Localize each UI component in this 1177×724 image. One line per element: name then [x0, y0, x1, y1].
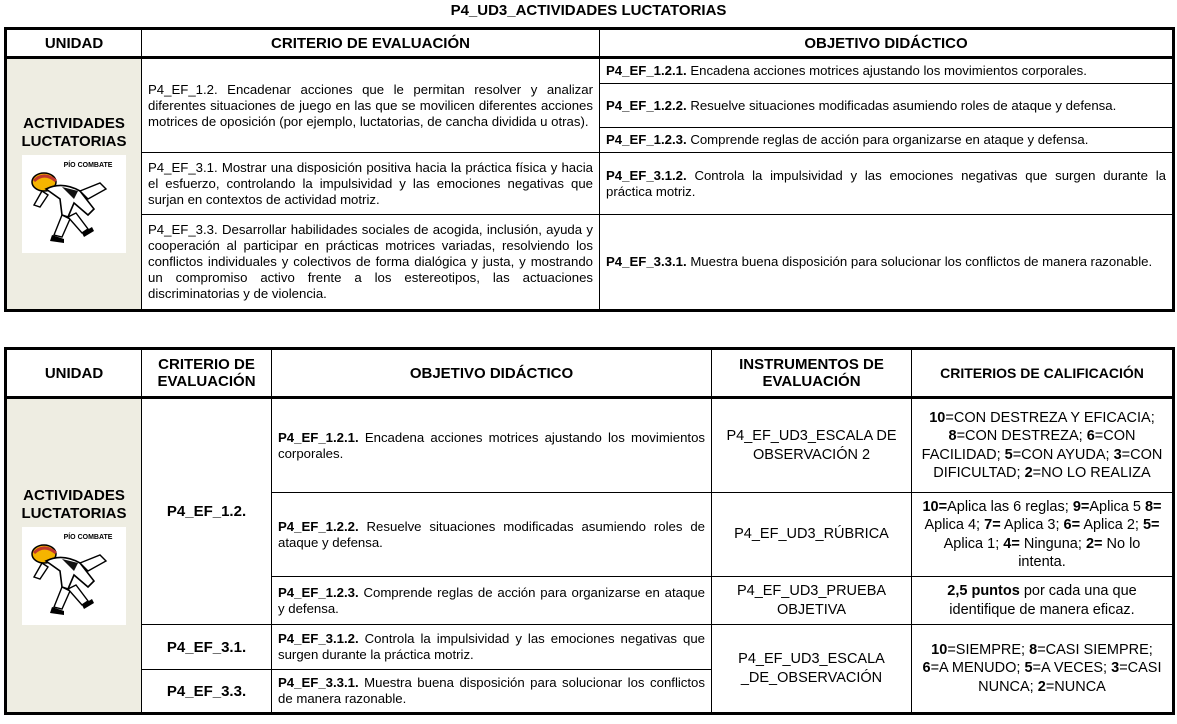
objective-code: P4_EF_1.2.3.	[606, 132, 687, 147]
instrument-cell: P4_EF_UD3_PRUEBA OBJETIVA	[712, 577, 912, 625]
objective-text: Muestra buena disposición para solucionar los conflictos de manera razonable.	[686, 254, 1153, 269]
unit-name-line1: ACTIVIDADES	[23, 115, 125, 132]
grade-value: 9=	[1072, 498, 1090, 515]
criterion-code: P4_EF_3.3.	[142, 670, 272, 714]
grade-label: =CON DESTREZA Y EFICACIA;	[945, 409, 1155, 426]
objective-cell	[600, 128, 1174, 153]
grade-value: 10	[931, 641, 948, 658]
grade-value: 8=	[1144, 498, 1162, 515]
grade-value: 8	[948, 428, 957, 444]
grade-label: =CON DIFICULTAD;	[933, 446, 1163, 481]
objective-code: P4_EF_1.2.3.	[278, 584, 359, 600]
grade-label: Aplica 5	[1089, 498, 1145, 515]
table-row	[6, 153, 1174, 215]
grading-cell	[912, 493, 1174, 577]
col-header-instrumentos: INSTRUMENTOS DE EVALUACIÓN	[712, 349, 912, 398]
instrument-cell: P4_EF_UD3_RÚBRICA	[712, 493, 912, 577]
grade-label: =SIEMPRE;	[947, 641, 1030, 658]
header-row	[6, 349, 1174, 398]
grade-value: 4=	[1003, 535, 1020, 552]
instrument-cell: P4_EF_UD3_ESCALA _DE_OBSERVACIÓN	[712, 625, 912, 714]
criterion-text: P4_EF_3.3. Desarrollar habilidades sociales de acogida, inclusión, ayuda y cooperación al participar en prácticas motrices variadas, resolviendo los conflictos individuales y colectivos de forma dialógica y justa, y mostrando un compromiso activo frente a los estereotipos, las actuaciones discriminatorias y de violencia.	[142, 215, 600, 311]
pio-combate-logo	[22, 527, 126, 625]
grade-value: 2	[1024, 465, 1033, 481]
grade-label: Aplica 3;	[1000, 517, 1064, 533]
table-row	[6, 58, 1174, 84]
objective-cell	[272, 625, 712, 670]
objective-cell	[600, 84, 1174, 128]
grade-value: 3	[1111, 660, 1120, 677]
col-header-criterio: CRITERIO DE EVALUACIÓN	[142, 29, 600, 58]
objective-text: Controla la impulsividad y las emociones negativas que surgen durante la práctica motriz.	[278, 631, 705, 662]
grade-value: 2=	[1085, 535, 1103, 552]
grade-label: Aplica 2;	[1080, 517, 1143, 533]
grade-label: =A MENUDO;	[930, 660, 1025, 677]
grade-label: =CON AYUDA;	[1012, 446, 1114, 463]
header-row	[6, 29, 1174, 58]
objective-code: P4_EF_3.3.1.	[606, 254, 687, 269]
objective-cell	[600, 58, 1174, 84]
objective-code: P4_EF_1.2.2.	[606, 97, 687, 113]
grade-label: Aplica 1;	[943, 535, 1004, 552]
objective-cell	[272, 577, 712, 625]
objective-code: P4_EF_1.2.2.	[278, 518, 359, 534]
grade-label: =CON FACILIDAD;	[921, 428, 1136, 463]
grade-value: 10=	[922, 498, 948, 515]
unit-name-line2: LUCTATORIAS	[21, 133, 127, 150]
objective-cell	[272, 398, 712, 493]
table-row	[6, 215, 1174, 311]
objective-text: Encadena acciones motrices ajustando los movimientos corporales.	[278, 429, 705, 461]
objective-text: Controla la impulsividad y las emociones negativas que surgen durante la práctica motriz.	[606, 167, 1166, 199]
grading-cell	[912, 625, 1174, 714]
criterion-code: P4_EF_1.2.	[142, 398, 272, 625]
grade-value: 6=	[1063, 517, 1081, 533]
grade-value: 6	[922, 660, 931, 677]
grade-label: Ninguna;	[1019, 535, 1086, 552]
grade-label: =NUNCA	[1045, 678, 1106, 695]
grade-value: 3	[1113, 446, 1122, 463]
objective-code: P4_EF_3.1.2.	[278, 631, 359, 646]
grade-label: Aplica las 6 reglas;	[947, 498, 1073, 515]
objective-code: P4_EF_1.2.1.	[278, 429, 359, 445]
grade-value: 5	[1024, 660, 1033, 677]
col-header-calificacion: CRITERIOS DE CALIFICACIÓN	[912, 349, 1174, 398]
grade-value: 5=	[1142, 517, 1160, 533]
unit-cell	[6, 398, 142, 714]
grade-value: 5	[1004, 446, 1013, 463]
objective-code: P4_EF_3.1.2.	[606, 167, 687, 183]
col-header-criterio: CRITERIO DE EVALUACIÓN	[142, 349, 272, 398]
objective-cell	[600, 153, 1174, 215]
col-header-objetivo: OBJETIVO DIDÁCTICO	[272, 349, 712, 398]
grade-label: Aplica 4;	[924, 517, 985, 533]
logo-text: PÍO COMBATE	[63, 533, 113, 541]
logo-text: PÍO COMBATE	[63, 162, 113, 169]
grade-label: =CASI NUNCA;	[978, 660, 1162, 695]
objective-text: Muestra buena disposición para solucionar los conflictos de manera razonable.	[278, 675, 705, 706]
grade-label: No lo intenta.	[1018, 535, 1141, 570]
grading-cell	[912, 577, 1174, 625]
grading-cell	[912, 398, 1174, 493]
document-title: P4_UD3_ACTIVIDADES LUCTATORIAS	[450, 2, 727, 19]
unit-name-line2: LUCTATORIAS	[21, 504, 127, 522]
objective-cell	[272, 670, 712, 714]
grade-value: 8	[1029, 641, 1038, 658]
grade-label: =CASI SIEMPRE;	[1037, 641, 1153, 658]
grade-value: 2,5 puntos	[947, 583, 1020, 599]
pio-combate-logo	[22, 155, 126, 253]
criteria-objectives-table	[4, 27, 1175, 312]
objective-text: Resuelve situaciones modificadas asumiendo roles de ataque y defensa.	[686, 97, 1117, 113]
objective-code: P4_EF_3.3.1.	[278, 675, 359, 690]
objective-text: Resuelve situaciones modificadas asumiendo roles de ataque y defensa.	[278, 518, 705, 550]
grade-label: =NO LO REALIZA	[1032, 465, 1151, 481]
instrument-cell: P4_EF_UD3_ESCALA DE OBSERVACIÓN 2	[712, 398, 912, 493]
grade-label: =CON DESTREZA;	[956, 428, 1087, 444]
criterion-text: P4_EF_3.1. Mostrar una disposición positiva hacia la práctica física y hacia el esfuerzo, controlando la impulsividad y las emociones negativas que surjan en contextos de actividad motriz.	[142, 153, 600, 215]
col-header-unidad: UNIDAD	[6, 349, 142, 398]
objective-code: P4_EF_1.2.1.	[606, 63, 687, 78]
objective-cell	[272, 493, 712, 577]
grade-label: por cada una que identifique de manera eficaz.	[949, 583, 1137, 618]
criterion-text: P4_EF_1.2. Encadenar acciones que le permitan resolver y analizar diferentes situaciones de juego en las que se movilicen diferentes acciones motrices de oposición (por ejemplo, luctatorias, de cancha dividida u otras).	[142, 58, 600, 153]
objective-cell	[600, 215, 1174, 311]
grade-value: 2	[1037, 678, 1046, 695]
col-header-objetivo: OBJETIVO DIDÁCTICO	[600, 29, 1174, 58]
evaluation-instruments-table	[4, 347, 1175, 715]
grade-value: 6	[1086, 428, 1095, 444]
objective-text: Comprende reglas de acción para organizarse en ataque y defensa.	[278, 584, 705, 616]
grade-value: 7=	[984, 517, 1001, 533]
grade-label: =A VECES;	[1032, 660, 1112, 677]
grade-value: 10	[929, 409, 946, 426]
unit-cell	[6, 58, 142, 311]
objective-text: Encadena acciones motrices ajustando los movimientos corporales.	[686, 63, 1087, 78]
col-header-unidad: UNIDAD	[6, 29, 142, 58]
table-row	[6, 398, 1174, 493]
table-row	[6, 625, 1174, 670]
unit-name-line1: ACTIVIDADES	[23, 486, 125, 504]
objective-text: Comprende reglas de acción para organizarse en ataque y defensa.	[686, 132, 1089, 147]
criterion-code: P4_EF_3.1.	[142, 625, 272, 670]
